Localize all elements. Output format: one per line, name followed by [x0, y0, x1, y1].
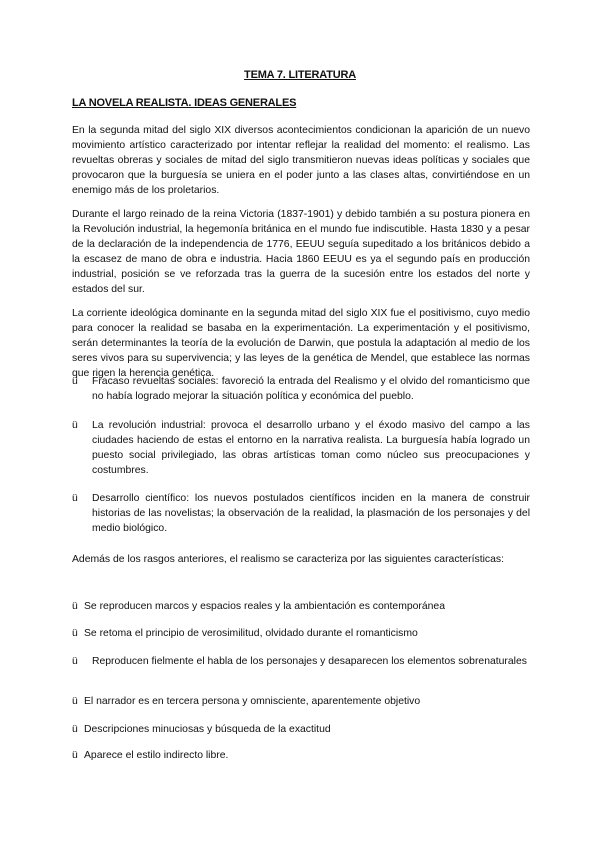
list-item-text: Se retoma el principio de verosimilitud, olvidado durante el romanticismo [84, 628, 418, 639]
check-bullet-icon: ü [72, 376, 78, 387]
list-item-text: Se reproducen marcos y espacios reales y la ambientación es contemporánea [84, 601, 445, 612]
check-bullet-icon: ü [72, 628, 78, 639]
list-item-cause [72, 374, 530, 404]
paragraph-historical: Durante el largo reinado de la reina Victoria (1837-1901) y debido también a su postura pionera en la Revolución industrial, la hegemonía británica en el mundo fue indiscutible. Hasta 1830 y a pesar de la declaración de la independencia de 1776, EEUU seguía supeditado a los británicos debido a la escasez de mano de obra e industria. Hacia 1860 EEUU es ya el segundo país en producción industrial, posición se ve reforzada tras la guerra de la sucesión entre los estados del norte y estados del sur. [72, 209, 530, 295]
paragraph-features-intro: Además de los rasgos anteriores, el realismo se caracteriza por las siguientes características: [72, 554, 504, 565]
section-heading: LA NOVELA REALISTA. IDEAS GENERALES [72, 97, 297, 109]
list-item-text: Reproducen fielmente el habla de los personajes y desaparecen los elementos sobrenaturales [92, 656, 527, 667]
list-item-feature [72, 626, 530, 641]
list-item-text: Aparece el estilo indirecto libre. [84, 750, 229, 761]
list-item-feature [72, 654, 530, 669]
check-bullet-icon: ü [72, 420, 78, 431]
list-item-feature [72, 694, 530, 709]
check-bullet-icon: ü [72, 601, 78, 612]
check-bullet-icon: ü [72, 493, 78, 504]
check-bullet-icon: ü [72, 656, 78, 667]
list-item-text: La revolución industrial: provoca el desarrollo urbano y el éxodo masivo del campo a las ciudades haciendo de estas el entorno en la narrativa realista. La burguesía había logrado un puesto social privilegiado, las obras artísticas toman como núcleo sus preocupaciones y costumbres. [92, 420, 530, 476]
list-item-text: Descripciones minuciosas y búsqueda de la exactitud [84, 724, 331, 735]
list-item-feature [72, 599, 530, 614]
list-item-feature [72, 748, 530, 763]
check-bullet-icon: ü [72, 696, 78, 707]
list-item-text: El narrador es en tercera persona y omnisciente, aparentemente objetivo [84, 696, 421, 707]
list-item-feature [72, 722, 530, 737]
check-bullet-icon: ü [72, 724, 78, 735]
list-item-cause [72, 418, 530, 478]
paragraph-ideological: La corriente ideológica dominante en la segunda mitad del siglo XIX fue el positivismo, cuyo medio para conocer la realidad se basaba en la experimentación. La experimentación y el positivismo, serán determinantes la teoría de la evolución de Darwin, que postula la adaptación al medio de los seres vivos para su supervivencia; y las leyes de la genética de Mendel, que establece las normas que rigen la herencia genética. [72, 308, 530, 379]
list-item-text: Desarrollo científico: los nuevos postulados científicos inciden en la manera de construir historias de las novelistas; la observación de la realidad, la plasmación de los personajes y del medio biológico. [92, 493, 530, 534]
check-bullet-icon: ü [72, 750, 78, 761]
paragraph-intro: En la segunda mitad del siglo XIX diversos acontecimientos condicionan la aparición de un nuevo movimiento artístico caracterizado por intentar reflejar la realidad del momento: el realismo. Las revueltas obreras y sociales de mitad del siglo transmitieron nuevas ideas políticas y sociales que provocaron que la burguesía se uniera en el poder junto a las clases altas, convirtiéndose en un enemigo más de los proletarios. [72, 125, 530, 196]
list-item-text: Fracaso revueltas sociales: favoreció la entrada del Realismo y el olvido del romanticismo que no había logrado mejorar la situación política y económica del pueblo. [92, 376, 530, 402]
list-item-cause [72, 491, 530, 536]
page-title: TEMA 7. LITERATURA [244, 69, 356, 81]
